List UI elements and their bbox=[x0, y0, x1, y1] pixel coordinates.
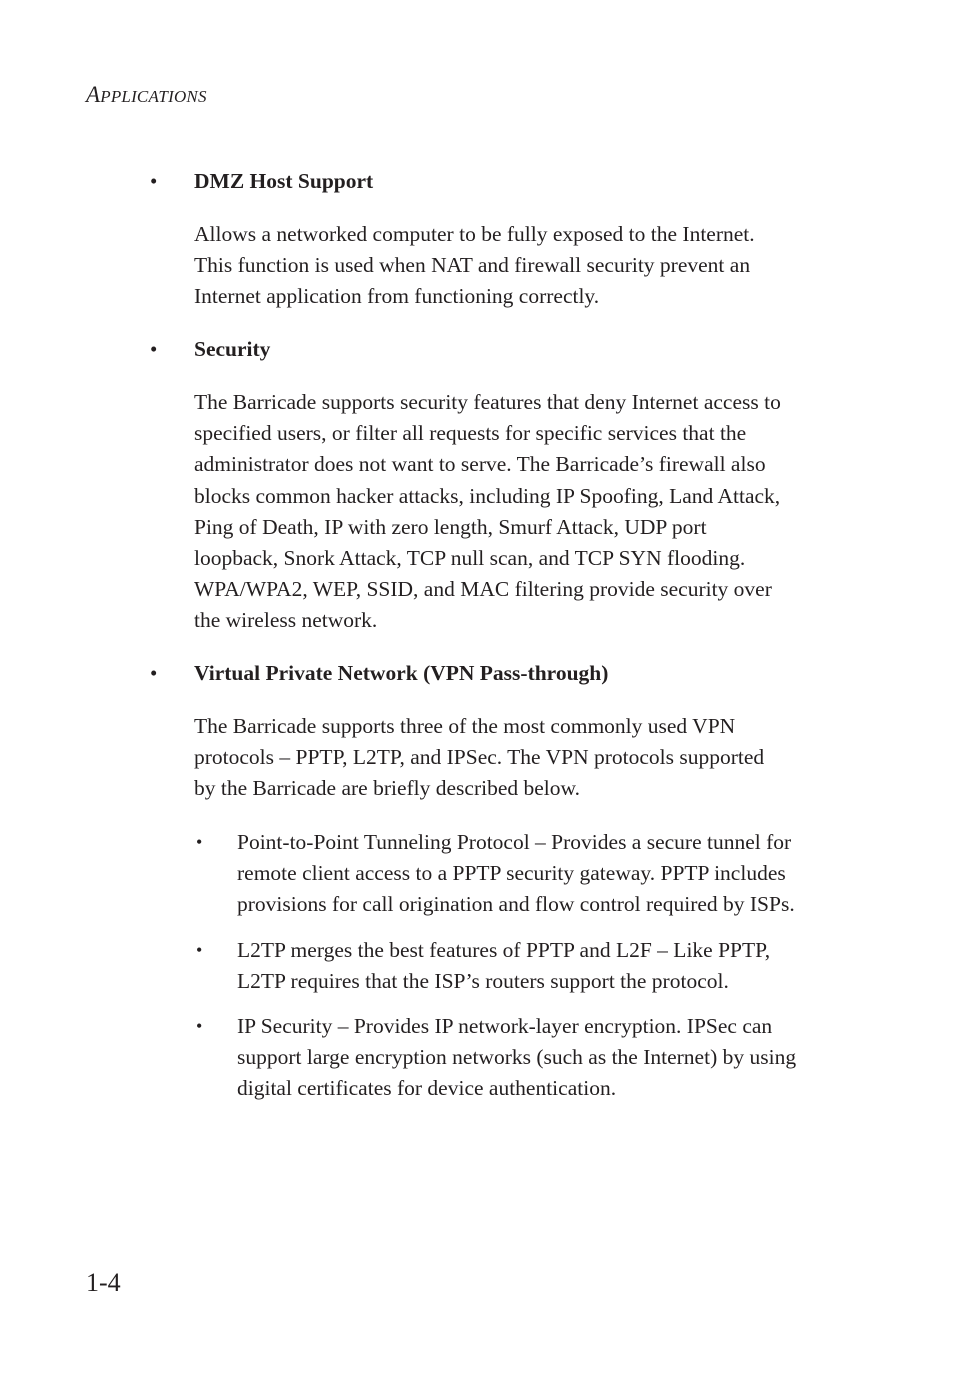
paragraph-line: administrator does not want to serve. The Barricade’s firewall also bbox=[194, 452, 766, 477]
sub-item-line: support large encryption networks (such as the Internet) by using bbox=[237, 1045, 797, 1070]
section-bullet: • bbox=[150, 661, 158, 685]
paragraph-line: by the Barricade are briefly described below. bbox=[194, 776, 581, 801]
section-paragraph-security bbox=[194, 387, 854, 637]
running-header-initial: A bbox=[86, 82, 101, 107]
sub-item-bullet: • bbox=[196, 832, 203, 852]
section-bullet: • bbox=[150, 337, 158, 361]
sub-item-line: remote client access to a PPTP security gateway. PPTP includes bbox=[237, 861, 786, 886]
sub-item-line: provisions for call origination and flow control required by ISPs. bbox=[237, 892, 795, 917]
paragraph-line: The Barricade supports three of the most commonly used VPN bbox=[194, 714, 736, 738]
paragraph-line: the wireless network. bbox=[194, 608, 378, 633]
running-header-rest: PPLICATIONS bbox=[100, 87, 207, 106]
sub-item-pptp bbox=[237, 827, 857, 921]
section-paragraph-dmz bbox=[194, 219, 854, 313]
sub-item-bullet: • bbox=[196, 940, 203, 960]
sub-item-line: Point-to-Point Tunneling Protocol – Provides a secure tunnel for bbox=[237, 830, 792, 854]
section-paragraph-vpn bbox=[194, 711, 854, 805]
paragraph-line: Internet application from functioning correctly. bbox=[194, 284, 600, 309]
section-heading-security: Security bbox=[194, 337, 271, 361]
section-bullet: • bbox=[150, 169, 158, 193]
page-number: 1-4 bbox=[86, 1268, 121, 1297]
sub-item-l2tp bbox=[237, 935, 857, 997]
running-header bbox=[86, 82, 207, 108]
paragraph-line: Ping of Death, IP with zero length, Smurf Attack, UDP port bbox=[194, 514, 707, 539]
paragraph-line: specified users, or filter all requests for specific services that the bbox=[194, 421, 747, 446]
paragraph-line: blocks common hacker attacks, including IP Spoofing, Land Attack, bbox=[194, 483, 781, 508]
sub-item-line: digital certificates for device authentication. bbox=[237, 1076, 617, 1101]
section-heading-vpn: Virtual Private Network (VPN Pass-through) bbox=[194, 661, 609, 685]
sub-item-line: IP Security – Provides IP network-layer encryption. IPSec can bbox=[237, 1014, 773, 1038]
paragraph-line: protocols – PPTP, L2TP, and IPSec. The VPN protocols supported bbox=[194, 745, 765, 770]
sub-item-line: L2TP merges the best features of PPTP and L2F – Like PPTP, bbox=[237, 938, 771, 962]
paragraph-line: loopback, Snork Attack, TCP null scan, and TCP SYN flooding. bbox=[194, 546, 746, 571]
section-heading-dmz: DMZ Host Support bbox=[194, 169, 374, 193]
sub-item-line: L2TP requires that the ISP’s routers support the protocol. bbox=[237, 969, 729, 994]
sub-item-ipsec bbox=[237, 1011, 857, 1105]
paragraph-line: Allows a networked computer to be fully exposed to the Internet. bbox=[194, 222, 755, 246]
paragraph-line: This function is used when NAT and firewall security prevent an bbox=[194, 253, 751, 278]
sub-item-bullet: • bbox=[196, 1016, 203, 1036]
paragraph-line: WPA/WPA2, WEP, SSID, and MAC filtering provide security over bbox=[194, 577, 772, 602]
paragraph-line: The Barricade supports security features that deny Internet access to bbox=[194, 390, 781, 414]
